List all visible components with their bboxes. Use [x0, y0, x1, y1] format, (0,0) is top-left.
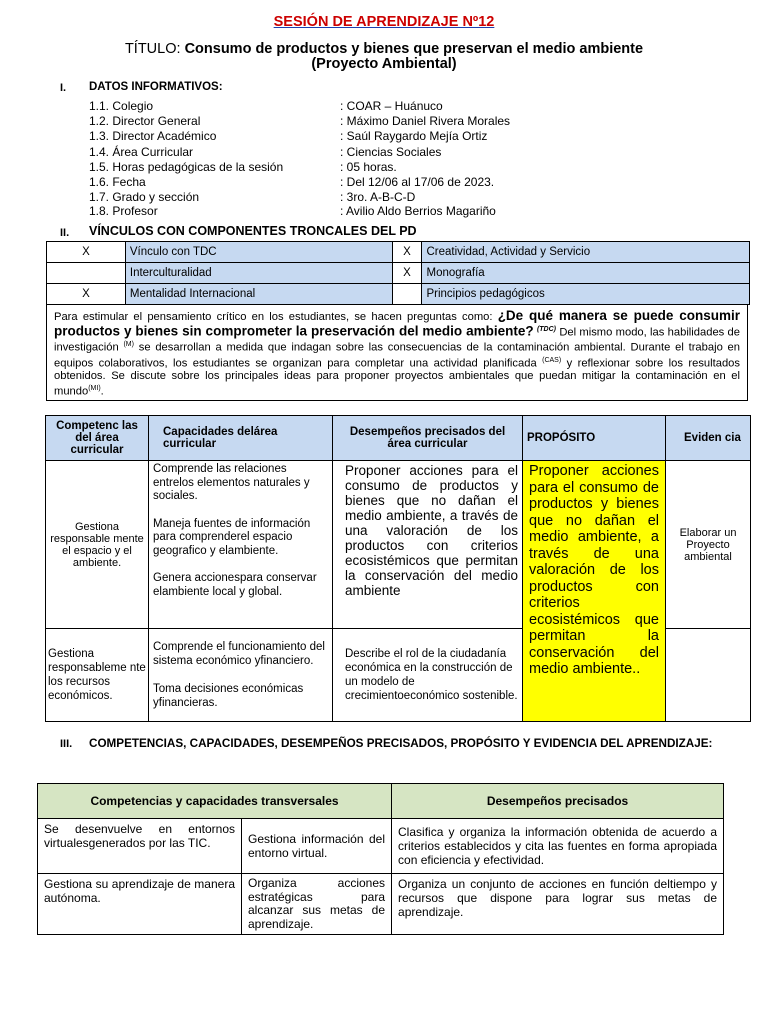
header-evidencia: Eviden cia: [666, 416, 751, 461]
troncal-item: Mentalidad Internacional: [125, 284, 392, 305]
mark-cell: X: [47, 284, 126, 305]
capacidades-cell: [149, 629, 333, 722]
troncal-item: Creatividad, Actividad y Servicio: [422, 242, 750, 263]
troncal-item: Monografía: [422, 263, 750, 284]
info-label: 1.1. Colegio: [89, 99, 154, 113]
header-competencias-transversales: Competencias y capacidades transversales: [38, 784, 392, 819]
table-row: [47, 242, 750, 263]
competencia-cell: Se desenvuelve en entornos virtualesgenerados por las TIC.: [38, 819, 242, 874]
competencias-table: [45, 415, 751, 722]
mark-cell: X: [392, 263, 422, 284]
info-value: : Del 12/06 al 17/06 de 2023.: [340, 175, 495, 189]
info-label: 1.4. Área Curricular: [89, 145, 194, 159]
title-line-1: Consumo de productos y bienes que preservan el medio ambiente: [184, 41, 644, 57]
table-row: [38, 874, 724, 935]
competencia-cell: Gestiona responsableme nte los recursos económicos.: [46, 629, 149, 722]
info-label: 1.5. Horas pedagógicas de la sesión: [89, 160, 284, 174]
lesson-title: [0, 42, 768, 72]
capacidad-cell: Gestiona información del entorno virtual.: [242, 819, 392, 874]
header-capacidades: Capacidades delárea curricular: [149, 416, 333, 461]
capacidad-item: Maneja fuentes de información para comprenderel espacio geografico y elambiente.: [153, 517, 311, 557]
table-row: [38, 819, 724, 874]
info-value: : 3ro. A-B-C-D: [340, 190, 416, 204]
pedagogical-paragraph: Para estimular el pensamiento crítico en los estudiantes, se hacen preguntas como: ¿De qué manera se puede consumir productos y bienes sin comprometer la preservación del medio ambiente? $^{(TDC)}$ Del mismo modo, las habilidades de investigación $^{(M)}$ se desarrollan a medida que indagan sobre las consecuencias de la contaminación ambiental. Durante el trabajo en equipos colaborativos, los estudiantes se organizan para completar una actividad planificada $^{(CAS)}$ y reflexionar sobre los resultados obtenidos. Se discute sobre los principales ideas para proponer proyectos ambientales que puedan mitigar la contaminación en el mundo$^{(MI)}$.: [46, 304, 748, 401]
info-value: : 05 horas.: [340, 160, 397, 174]
header-competencias: Competenc las del área curricular: [46, 416, 149, 461]
section-1-heading: DATOS INFORMATIVOS:: [89, 81, 223, 93]
mark-cell: X: [392, 242, 422, 263]
desempeno-cell: Clasifica y organiza la información obtenida de acuerdo a criterios establecidos y cita las fuentes en forma apropiada con eficiencia y efectividad.: [392, 819, 724, 874]
info-value: : Ciencias Sociales: [340, 145, 442, 159]
header-desempenos: Desempeños precisados del área curricular: [333, 416, 523, 461]
competencia-cell: Gestiona responsable mente el espacio y el ambiente.: [46, 461, 149, 629]
desempeno-cell: Describe el rol de la ciudadanía económica en la construcción de un modelo de crecimientoeconómico sostenible.: [333, 629, 523, 722]
capacidad-item: Comprende las relaciones entrelos elementos naturales y sociales.: [153, 463, 310, 502]
mark-cell: [392, 284, 422, 305]
table-header-row: [46, 416, 751, 461]
title-label: TÍTULO:: [124, 41, 181, 57]
capacidades-cell: [149, 461, 333, 629]
info-label: 1.2. Director General: [89, 114, 201, 128]
capacidad-item: Toma decisiones económicas yfinancieras.: [153, 683, 304, 709]
header-proposito: PROPÓSITO: [523, 416, 666, 461]
info-label: 1.7. Grado y sección: [89, 190, 200, 204]
proposito-cell: Proponer acciones para el consumo de productos y bienes que no dañan el medio ambiente, a través de una valoración de los productos con criterios ecosistémicos que permitan la conservación del medio ambiente..: [523, 461, 666, 722]
info-value: : Saúl Raygardo Mejía Ortiz: [340, 129, 488, 143]
info-value: : Máximo Daniel Rivera Morales: [340, 114, 511, 128]
info-value: : Avilio Aldo Berrios Magariño: [340, 204, 496, 218]
table-header-row: [38, 784, 724, 819]
info-label: 1.3. Director Académico: [89, 129, 217, 143]
section-2-heading: VÍNCULOS CON COMPONENTES TRONCALES DEL PD: [89, 224, 417, 238]
desempeno-cell: Organiza un conjunto de acciones en función deltiempo y recursos que dispone para lograr sus metas de aprendizaje.: [392, 874, 724, 935]
troncal-item: Principios pedagógicos: [422, 284, 750, 305]
table-row: [47, 263, 750, 284]
header-desempenos-precisados: Desempeños precisados: [392, 784, 724, 819]
transversales-table: [37, 783, 724, 935]
session-title: SESIÓN DE APRENDIZAJE Nº12: [273, 14, 495, 30]
section-3-heading: COMPETENCIAS, CAPACIDADES, DESEMPEÑOS PRECISADOS, PROPÓSITO Y EVIDENCIA DEL APRENDIZAJE:: [89, 737, 713, 750]
evidencia-cell-empty: [666, 629, 751, 722]
desempeno-cell: Proponer acciones para el consumo de productos y bienes que no dañan el medio ambiente, a través de una valoración de los productos con criterios ecosistémicos que permitan la conservación del medio ambiente: [333, 461, 523, 629]
section-3-number: III.: [60, 738, 73, 750]
troncal-item: Interculturalidad: [125, 263, 392, 284]
capacidad-item: Comprende el funcionamiento del sistema económico yfinanciero.: [153, 641, 325, 667]
capacidad-item: Genera accionespara conservar elambiente local y global.: [153, 572, 317, 598]
competencia-cell: Gestiona su aprendizaje de manera autónoma.: [38, 874, 242, 935]
title-line-2: (Proyecto Ambiental): [311, 56, 457, 72]
mark-cell: [47, 263, 126, 284]
mark-cell: X: [47, 242, 126, 263]
section-2-number: II.: [60, 227, 70, 239]
troncales-table: [46, 241, 750, 305]
info-label: 1.8. Profesor: [89, 204, 158, 218]
section-1-number: I.: [60, 82, 67, 94]
troncal-item: Vínculo con TDC: [125, 242, 392, 263]
table-row: [46, 461, 751, 629]
info-label: 1.6. Fecha: [89, 175, 146, 189]
evidencia-cell: Elaborar un Proyecto ambiental: [666, 461, 751, 629]
table-row: [47, 284, 750, 305]
info-value: : COAR – Huánuco: [340, 99, 443, 113]
capacidad-cell: Organiza acciones estratégicas para alcanzar sus metas de aprendizaje.: [242, 874, 392, 935]
